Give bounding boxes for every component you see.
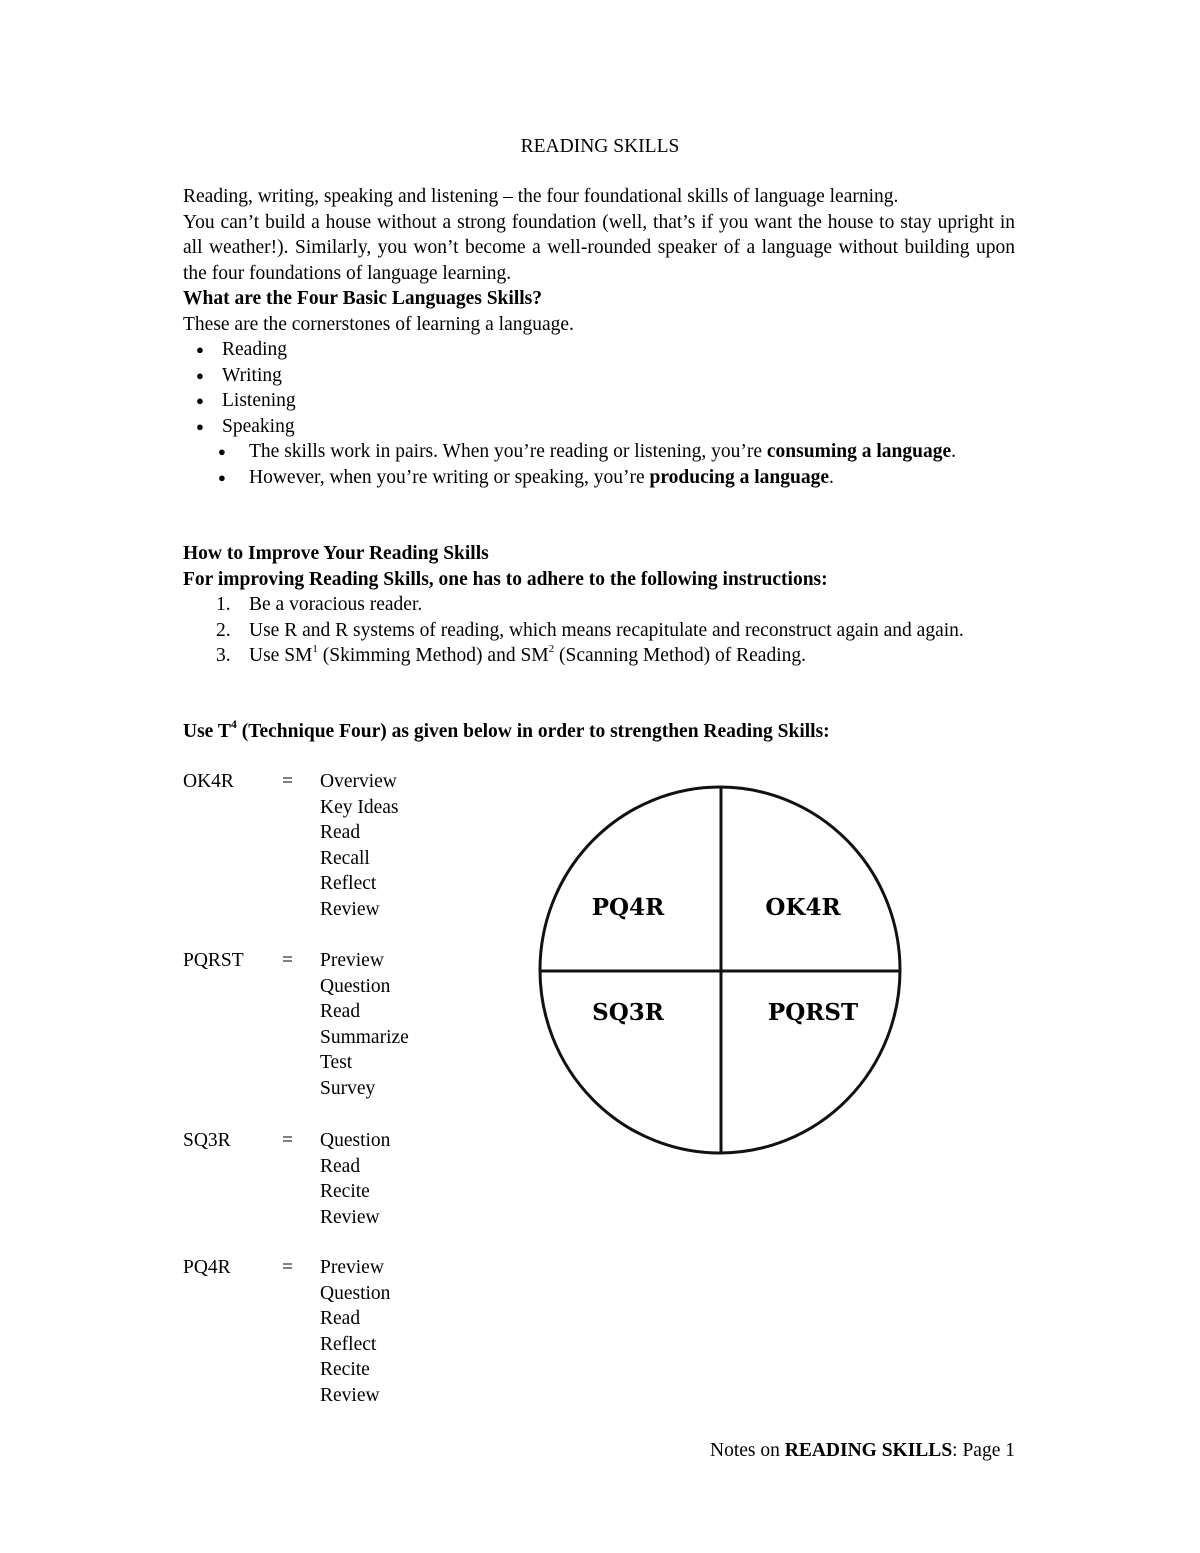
bullet-icon: ● [218,469,226,485]
improve-section [183,541,1015,669]
quadrant-top-right: OK4R [765,894,841,921]
page-title: READING SKILLS [520,136,680,157]
list-item: ● The skills work in pairs. When you’re reading or listening, you’re consuming a language. [183,439,1015,465]
bullet-icon: ● [218,444,226,459]
list-item: 2. Use R and R systems of reading, which means recapitulate and reconstruct again and again. [216,619,964,641]
steps-list [183,592,1015,669]
intro-line: Reading, writing, speaking and listening – the four foundational skills of language learning. [183,186,899,207]
bullet-icon: ● [196,342,204,357]
skills-list [183,337,1015,439]
technique-heading: Use $T^4$ (Technique Four) as given below in order to strengthen Reading Skills: [183,716,830,742]
quadrant-top-left: PQ4R [591,894,665,921]
improve-subheading: For improving Reading Skills, one has to adhere to the following instructions: [183,568,828,590]
list-item: ● Writing [183,363,1015,389]
list-item: ● Listening [183,388,1015,414]
improve-heading: How to Improve Your Reading Skills [183,543,489,564]
four-skills-lead: These are the cornerstones of learning a language. [183,313,574,335]
bullet-icon: ● [196,393,204,408]
list-item: ● However, when you’re writing or speaking, you’re producing a language. [183,465,1015,491]
list-item: ● Speaking [183,414,1015,440]
list-item: 3. Use $SM^1$ (Skimming Method) and $SM^2$ (Scanning Method) of Reading. [216,642,806,666]
bullet-icon: ● [196,418,204,434]
list-item: 1. Be a voracious reader. [216,594,423,615]
bullet-icon: ● [196,367,204,383]
quadrant-bottom-right: PQRST [767,999,859,1026]
pairs-list [183,439,1015,490]
list-item: ● Reading [183,337,1015,363]
quadrant-bottom-left: SQ3R [592,999,664,1026]
technique-circle-diagram [535,780,905,1160]
four-skills-heading: What are the Four Basic Languages Skills? [183,288,542,309]
intro-paragraph: You can’t build a house without a strong foundation (well, that’s if you want the house to stay upright in all weather!). Similarly, you won’t become a well-rounded speaker of a language without building upon the four foundations of language learning. [183,211,1015,284]
page-footer: Notes on READING SKILLS: Page 1 [709,1440,1015,1461]
intro-section [183,184,1015,490]
